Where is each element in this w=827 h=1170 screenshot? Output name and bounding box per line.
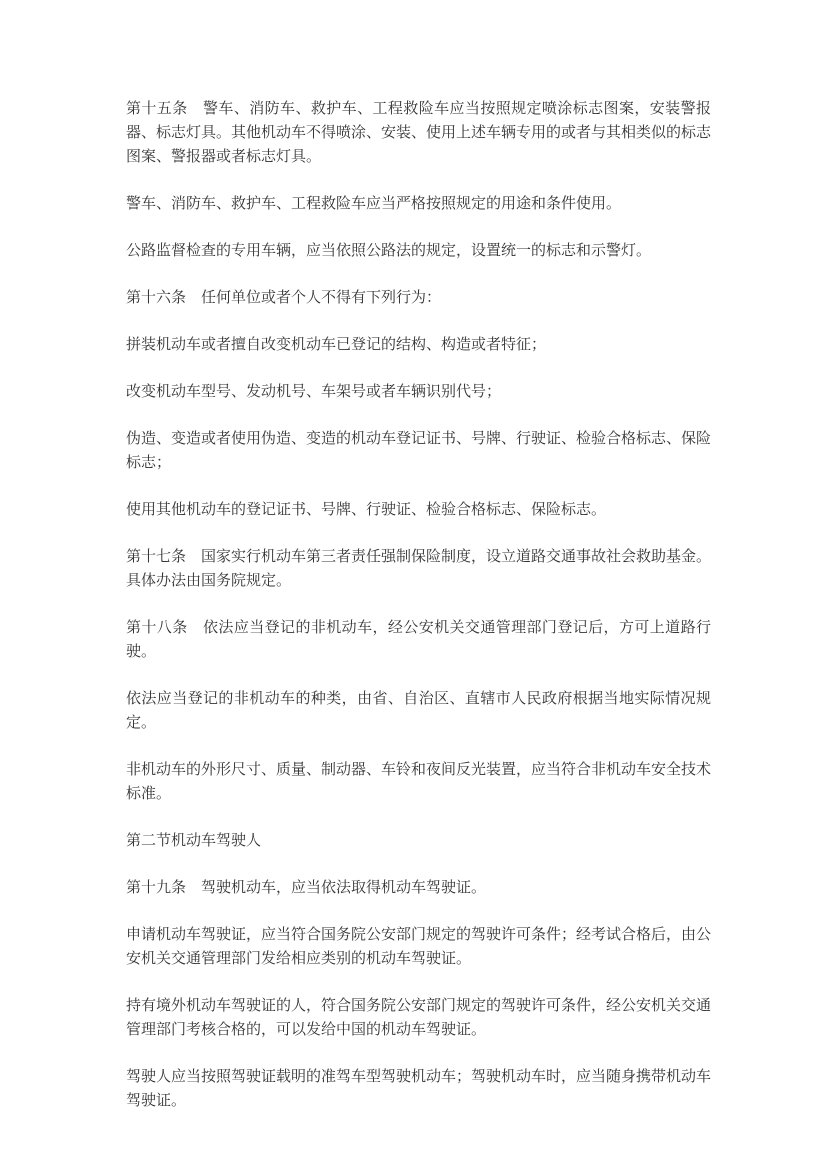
article-16-item-2: 改变机动车型号、发动机号、车架号或者车辆识别代号； [126, 384, 502, 400]
article-19-p3: 持有境外机动车驾驶证的人，符合国务院公安部门规定的驾驶许可条件，经公安机关交通管理部门考核合格的，可以发给中国的机动车驾驶证。 [126, 998, 712, 1038]
article-15-p3: 公路监督检查的专用车辆，应当依照公路法的规定，设置统一的标志和示警灯。 [126, 243, 652, 259]
article-18-p3: 非机动车的外形尺寸、质量、制动器、车铃和夜间反光装置，应当符合非机动车安全技术标准。 [126, 762, 712, 802]
article-18-p2: 依法应当登记的非机动车的种类，由省、自治区、直辖市人民政府根据当地实际情况规定。 [126, 691, 711, 731]
article-19-p4: 驾驶人应当按照驾驶证载明的准驾车型驾驶机动车；驾驶机动车时，应当随身携带机动车驾驶证。 [126, 1069, 712, 1109]
article-18-p1: 第十八条 依法应当登记的非机动车，经公安机关交通管理部门登记后，方可上道路行驶。 [126, 620, 711, 660]
article-16-intro: 第十六条 任何单位或者个人不得有下列行为： [126, 290, 442, 306]
article-19-p1: 第十九条 驾驶机动车，应当依法取得机动车驾驶证。 [126, 880, 487, 896]
article-19-p2: 申请机动车驾驶证，应当符合国务院公安部门规定的驾驶许可条件；经考试合格后，由公安机关交通管理部门发给相应类别的机动车驾驶证。 [126, 927, 712, 967]
article-16-item-3: 伪造、变造或者使用伪造、变造的机动车登记证书、号牌、行驶证、检验合格标志、保险标志； [126, 431, 712, 471]
article-15-p2: 警车、消防车、救护车、工程救险车应当严格按照规定的用途和条件使用。 [126, 196, 622, 212]
article-15-p1: 第十五条 警车、消防车、救护车、工程救险车应当按照规定喷涂标志图案，安装警报器、标志灯具。其他机动车不得喷涂、安装、使用上述车辆专用的或者与其相类似的标志图案、警报器或者标志灯具。 [126, 101, 712, 165]
article-16-item-4: 使用其他机动车的登记证书、号牌、行驶证、检验合格标志、保险标志。 [126, 502, 607, 518]
article-16-item-1: 拼装机动车或者擅自改变机动车已登记的结构、构造或者特征； [126, 337, 547, 353]
article-17: 第十七条 国家实行机动车第三者责任强制保险制度，设立道路交通事故社会救助基金。具体办法由国务院规定。 [126, 549, 712, 589]
section-2-heading: 第二节机动车驾驶人 [126, 833, 262, 849]
